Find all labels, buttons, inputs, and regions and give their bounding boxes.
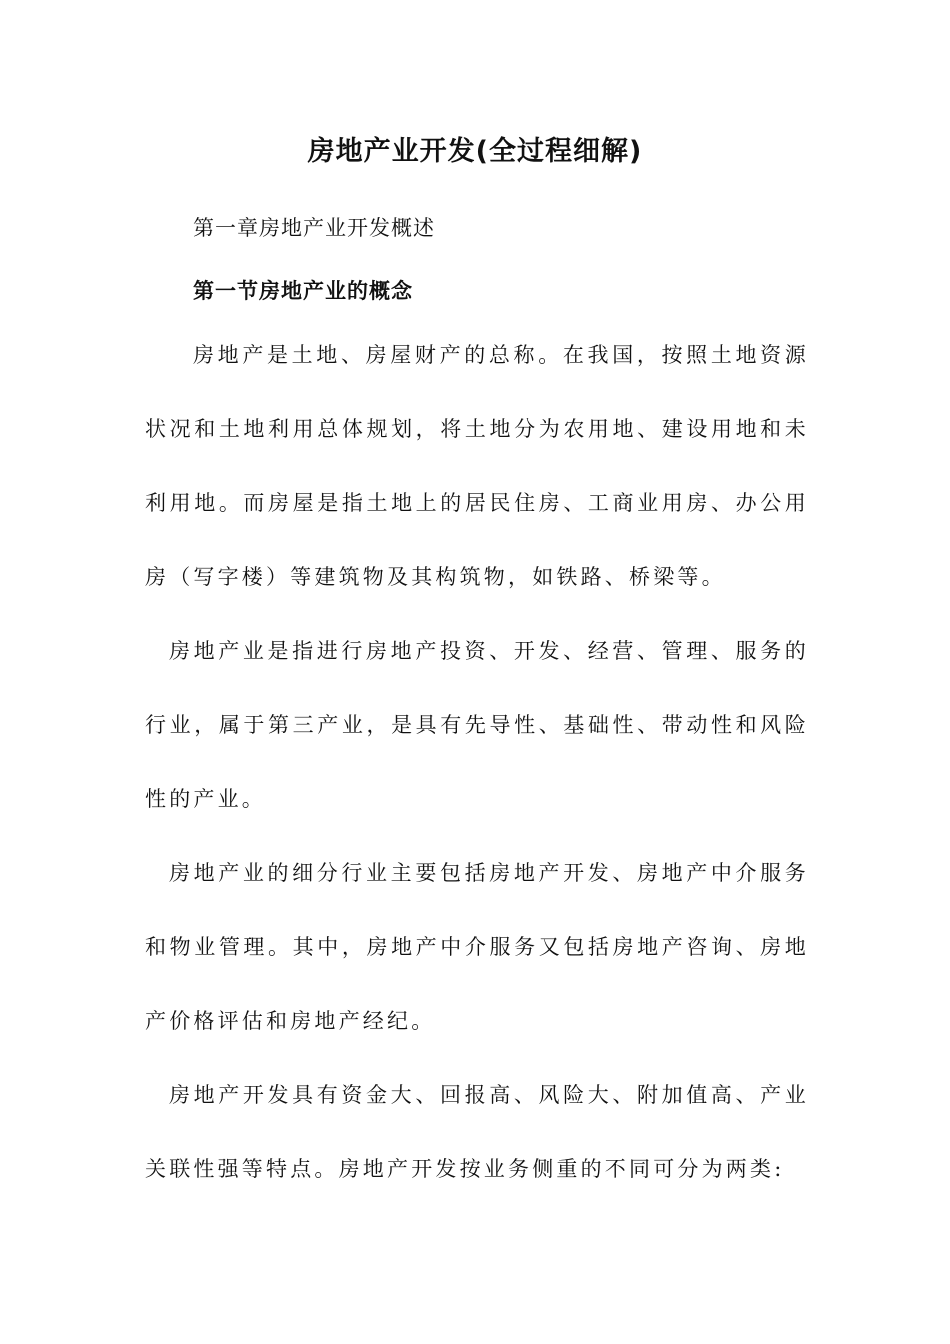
chapter-heading: 第一章房地产业开发概述 — [193, 216, 435, 240]
section-heading: 第一节房地产业的概念 — [193, 279, 413, 303]
paragraph-real-estate-definition: 房地产是土地、房屋财产的总称。在我国，按照土地资源状况和土地利用总体规划，将土地分为农用地、建设用地和未利用地。而房屋是指土地上的居民住房、工商业用房、办公用房（写字楼）等建筑物及其构筑物，如铁路、桥梁等。 — [145, 343, 809, 589]
paragraph-development-features: 房地产开发具有资金大、回报高、风险大、附加值高、产业关联性强等特点。房地产开发按业务侧重的不同可分为两类: — [145, 1083, 809, 1181]
paragraph-sub-industries: 房地产业的细分行业主要包括房地产开发、房地产中介服务和物业管理。其中，房地产中介服务又包括房地产咨询、房地产价格评估和房地产经纪。 — [145, 861, 809, 1033]
document-title: 房地产业开发(全过程细解) — [307, 136, 643, 167]
paragraph-industry-definition: 房地产业是指进行房地产投资、开发、经营、管理、服务的行业，属于第三产业，是具有先导性、基础性、带动性和风险性的产业。 — [145, 639, 809, 811]
